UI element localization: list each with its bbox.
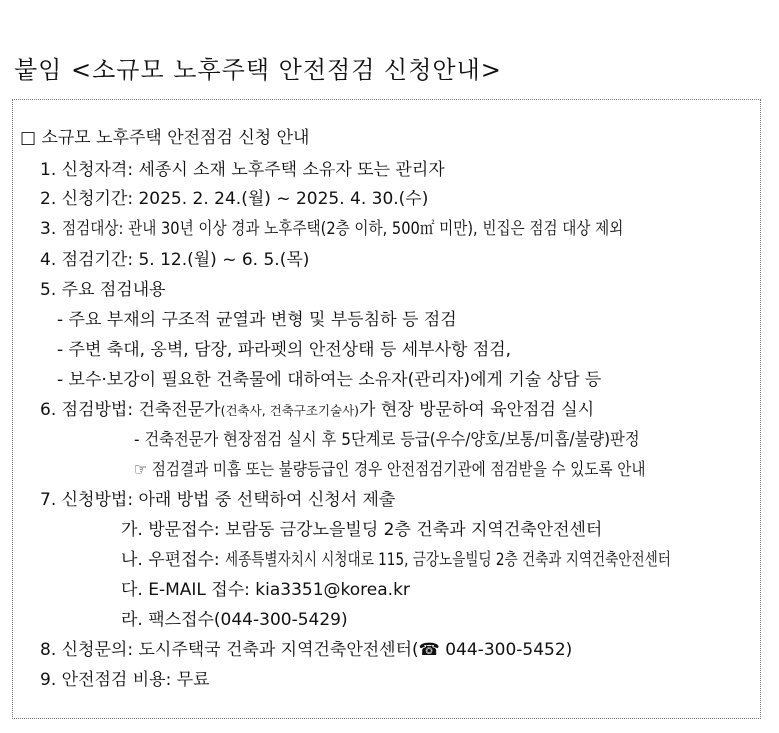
option-label: 방문접수: xyxy=(148,520,220,540)
item-text: 무료 xyxy=(176,670,210,690)
item-text: 건축전문가 xyxy=(138,400,221,420)
item-text: 관내 30년 이상 경과 노후주택(2층 이하, 500㎡ 미만), 빈집은 점검 대상 제외 xyxy=(127,219,624,239)
item-number: 2. xyxy=(40,189,57,209)
item-label: 주요 점검내용 xyxy=(61,280,166,300)
check-point: - 주변 축대, 옹벽, 담장, 파라펫의 안전상태 등 세부사항 점검, xyxy=(57,340,512,360)
option-text: 세종특별자치시 시청대로 115, 금강노을빌딩 2층 건축과 지역건축안전센터 xyxy=(225,550,671,570)
item-apply-method xyxy=(40,490,395,510)
item-text: 아래 방법 중 선택하여 신청서 제출 xyxy=(138,490,396,510)
option-mark: 나. xyxy=(121,550,143,570)
item-cost xyxy=(40,670,210,690)
item-method xyxy=(40,400,594,421)
item-main-contents xyxy=(40,280,166,300)
item-label: 신청자격: xyxy=(61,160,134,180)
item-text: 5. 12.(월) ~ 6. 5.(목) xyxy=(138,250,310,270)
item-label: 점검대상: xyxy=(61,219,124,239)
item-number: 4. xyxy=(40,250,57,270)
item-label: 신청문의: xyxy=(61,640,134,660)
item-text: 도시주택국 건축과 지역건축안전센터(☎ 044-300-5452) xyxy=(138,640,573,660)
method-sub-grading: - 건축전문가 현장점검 실시 후 5단계로 등급(우수/양호/보통/미흡/불량)판정 xyxy=(134,430,640,450)
item-text: 2025. 2. 24.(월) ~ 2025. 4. 30.(수) xyxy=(138,189,429,209)
item-number: 6. xyxy=(40,400,57,420)
apply-option-email xyxy=(121,580,410,600)
item-inspection-period xyxy=(40,250,309,270)
item-target xyxy=(40,219,714,239)
option-label: 팩스접수(044-300-5429) xyxy=(148,610,348,630)
option-mark: 다. xyxy=(121,580,143,600)
item-label: 점검기간: xyxy=(61,250,134,270)
option-label: E-MAIL 접수: xyxy=(148,580,250,600)
item-label: 신청방법: xyxy=(61,490,134,510)
item-number: 5. xyxy=(40,280,57,300)
method-sub-guidance: ☞ 점검결과 미흡 또는 불량등급인 경우 안전점검기관에 점검받을 수 있도록 안내 xyxy=(134,460,646,480)
apply-option-mail xyxy=(121,550,779,570)
item-number: 3. xyxy=(40,219,57,239)
check-point: - 주요 부재의 구조적 균열과 변형 및 부등침하 등 점검 xyxy=(57,310,457,330)
apply-option-visit xyxy=(121,520,602,540)
item-text-small: (건축사, 건축구조기술사) xyxy=(220,403,360,418)
item-text: 세종시 소재 노후주택 소유자 또는 관리자 xyxy=(138,160,445,180)
email-link[interactable]: kia3351@korea.kr xyxy=(255,580,410,600)
option-label: 우편접수: xyxy=(148,550,220,570)
check-point: - 보수·보강이 필요한 건축물에 대하여는 소유자(관리자)에게 기술 상담 등 xyxy=(57,370,602,390)
option-text: 보람동 금강노을빌딩 2층 건축과 지역건축안전센터 xyxy=(225,520,603,540)
apply-option-fax xyxy=(121,610,348,630)
option-mark: 라. xyxy=(121,610,143,630)
item-label: 안전점검 비용: xyxy=(61,670,172,690)
section-heading: □ 소규모 노후주택 안전점검 신청 안내 xyxy=(20,128,310,148)
option-mark: 가. xyxy=(121,520,143,540)
item-number: 8. xyxy=(40,640,57,660)
item-text: 가 현장 방문하여 육안점검 실시 xyxy=(359,400,595,420)
item-inquiry xyxy=(40,640,572,660)
item-application-period xyxy=(40,189,428,209)
page-title: 붙임 <소규모 노후주택 안전점검 신청안내> xyxy=(14,56,502,84)
item-number: 7. xyxy=(40,490,57,510)
item-number: 1. xyxy=(40,160,57,180)
item-label: 신청기간: xyxy=(61,189,134,209)
item-eligibility xyxy=(40,160,445,180)
item-number: 9. xyxy=(40,670,57,690)
item-label: 점검방법: xyxy=(61,400,134,420)
